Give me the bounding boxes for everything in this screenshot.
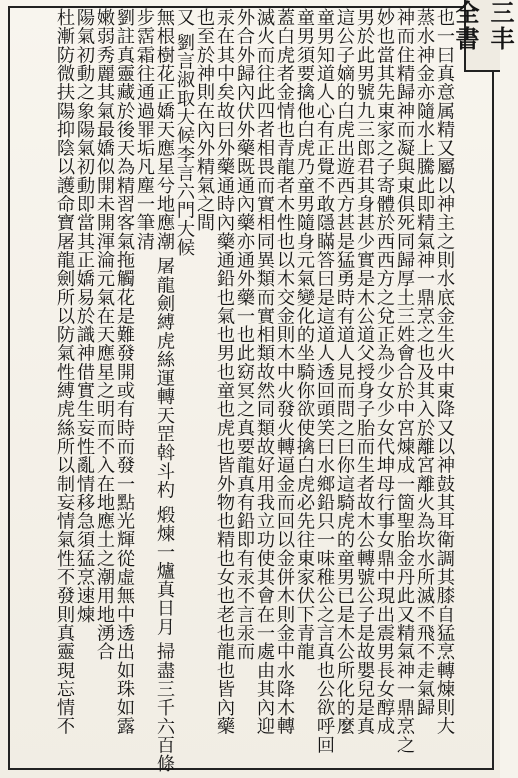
text-body xyxy=(10,8,455,773)
text-column: 陽氣初動之象陽氣初動即當其正嬌易於識神借實生妄性亂情移急須猛烹速煉 xyxy=(74,8,95,624)
text-column: 蓋白虎者金情也青龍者木性也以木交金則木中火發火轉逼金而回以金併木則金中水降木轉 xyxy=(274,8,295,736)
text-column: 童男須要擒他白虎乃童男隨身元氣變化的坐騎你欲使擒白虎必先往東家伏下青龍 xyxy=(294,8,315,661)
text-column: 妙也當其先東家之子寄體於西西方之兌正為少女少女代坤母行事女鼎中現出震男長女醇成 xyxy=(374,8,395,736)
text-column: 無根樹花正嬌天應星兮地應潮 屠龍劍縛虎絲運轉天罡斡斗杓 煅煉一爐真日月 掃盡三千六百條 xyxy=(154,8,175,773)
text-column: 滅火而往此四者相畏而實相同異類而實相類故然同類故好用我立功使其會在一處由其內迎 xyxy=(254,8,275,736)
text-column: 神而住精歸神而凝與東俱死同歸厚土三姓會合於中宮煉成一箇聖胎金丹此又精氣神一鼎烹之 xyxy=(394,8,415,754)
text-column: 蒸水神金亦隨水上騰此即精氣神一鼎烹之也及其入於離宮離火為坎水所滅不飛不走氣歸 xyxy=(414,8,435,717)
text-column: 也至於神則在內外精氣之間 xyxy=(194,8,215,232)
text-column: 男於此男號九三郎君其身甚少實是木公道父授身子胎而生者故木公轉號公子是故嬰兒是真 xyxy=(354,8,375,736)
text-column: 杜漸防微扶陽抑陰以護命寶屠龍劍所以防氣性縛虎絲所以制妄情氣性不發則真靈現忘情不 xyxy=(54,8,75,736)
text-column: 又 劉言淑取大候李言六門大候 xyxy=(174,8,195,257)
text-column: 外合外歸內伏外藥既通內藥亦通外藥一也此窈冥之真要龍真有鉛即有汞不言汞而 xyxy=(234,8,255,661)
text-column: 步霑霜往通過罪垢凡塵一筆清 xyxy=(134,8,155,251)
text-column: 嫩弱秀麗其氣最嬌似開未開渾淪元氣在天應星之明而不入在地應土之潮用地湧合 xyxy=(94,8,115,661)
text-column: 童男知道人心有正覺不敢隱瞞答曰是這道人透回頭笑曰水鄉鉛只一味稚公之言真也公欲呼回 xyxy=(314,8,335,754)
text-column: 汞在其中矣故曰外藥通時內藥通鉛也氣也男也童也虎也皆外物也精也女也老也龍也皆內藥 xyxy=(214,8,235,736)
text-column: 劉註真靈藏於後天為精習客氣拖觸花是難發開或有時而發一點光輝從虛無中透出如珠如露 xyxy=(114,8,135,736)
text-column: 也一曰真意属精又屬以神主之則水底金生火中東降又以神鼓其耳衛調其膝自猛烹轉煉則大 xyxy=(434,8,455,736)
text-column: 這公子嫡的白虎出遊西方甚是猛勇時有道人見而問之曰你這騎虎的童男已是木公所化的麼 xyxy=(334,8,355,736)
book-title-tab: 三丰全書 xyxy=(464,0,500,72)
